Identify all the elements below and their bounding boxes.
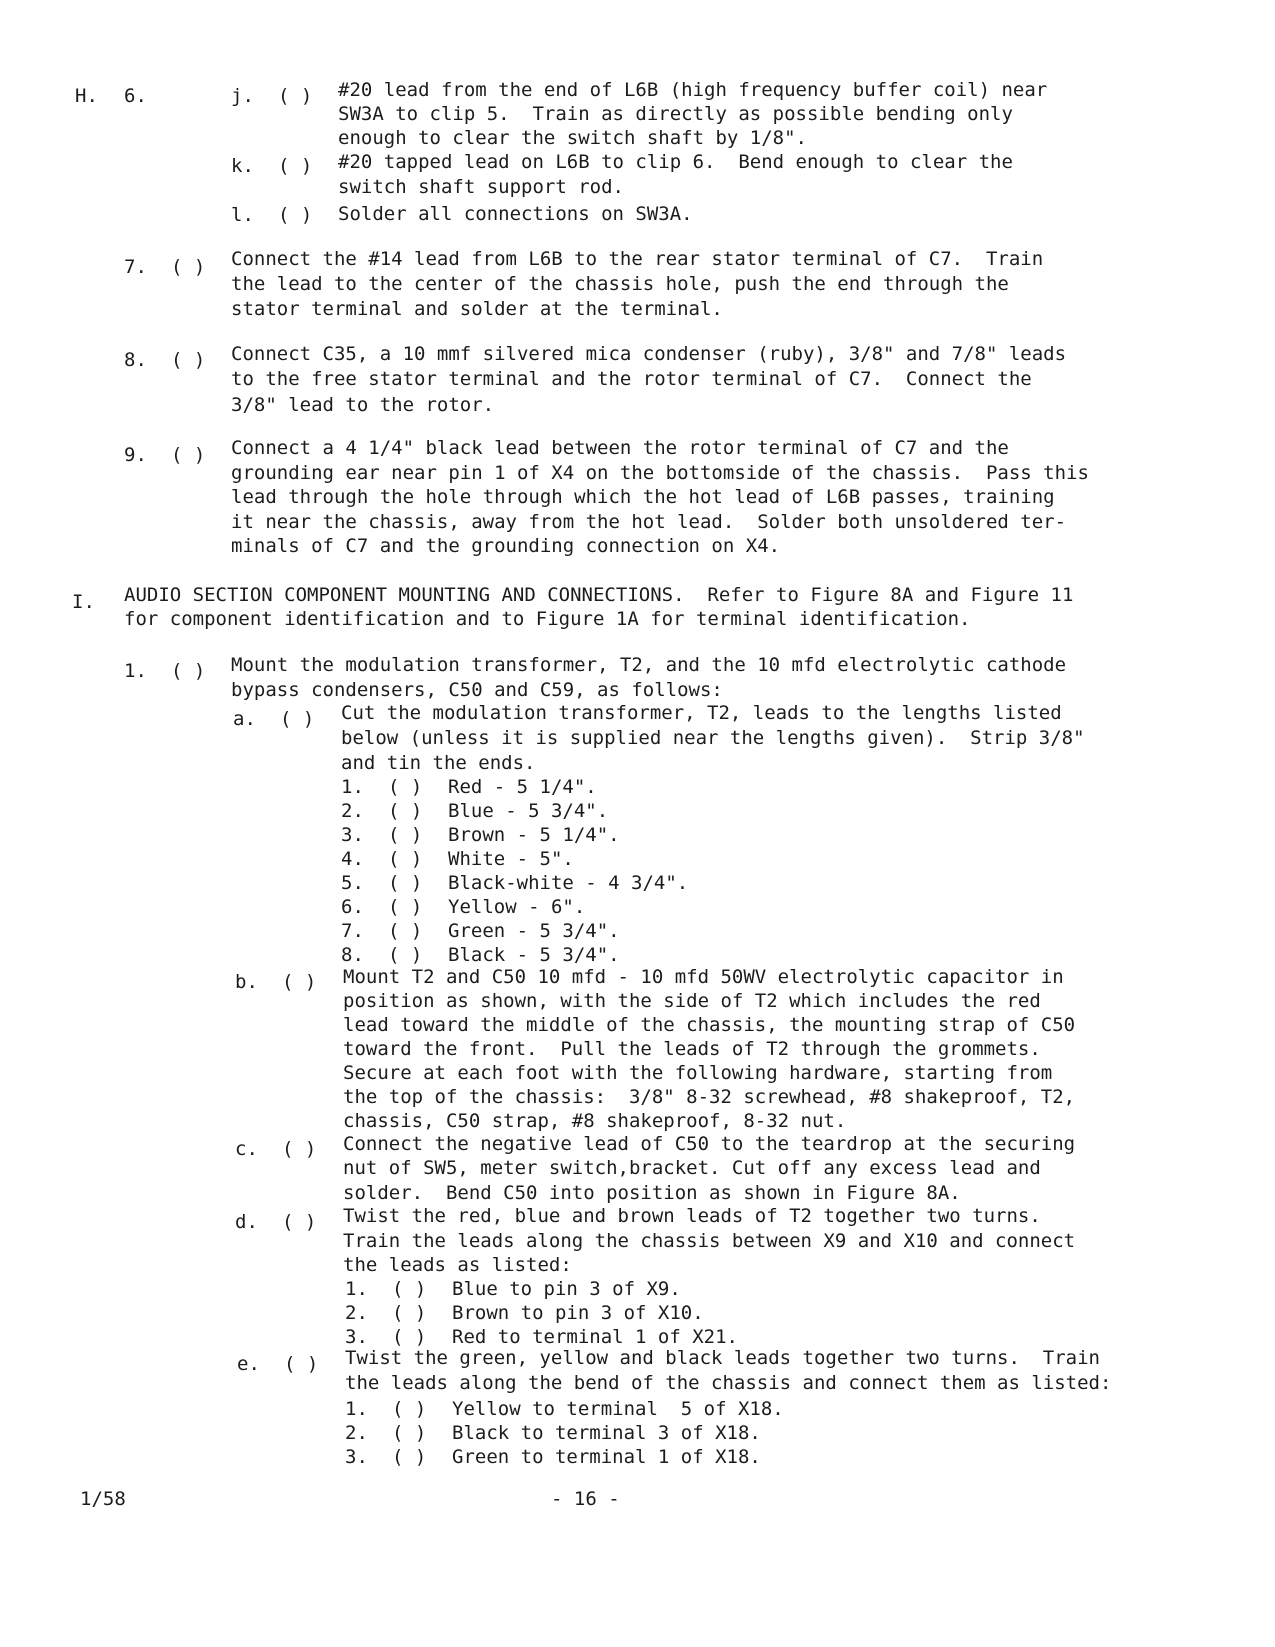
- step-i1b-line: chassis, C50 strap, #8 shakeproof, 8-32 nut.: [343, 1110, 847, 1132]
- step-6l-label: l.: [231, 204, 254, 226]
- list-item-text: Black to terminal 3 of X18.: [452, 1422, 761, 1444]
- lead-item-checkbox[interactable]: ( ): [388, 944, 423, 966]
- section-i-heading-line: AUDIO SECTION COMPONENT MOUNTING AND CONNECTIONS. Refer to Figure 8A and Figure 11: [124, 584, 1074, 606]
- list-item-text: Yellow to terminal 5 of X18.: [452, 1398, 784, 1420]
- step-8-line: 3/8" lead to the rotor.: [231, 394, 495, 416]
- step-i1b-line: Secure at each foot with the following hardware, starting from: [343, 1062, 1053, 1084]
- lead-item-checkbox[interactable]: ( ): [388, 848, 423, 870]
- step-6j-line: #20 lead from the end of L6B (high frequency buffer coil) near: [338, 79, 1048, 101]
- list-item-number: 3.: [345, 1446, 368, 1468]
- lead-item-checkbox[interactable]: ( ): [388, 800, 423, 822]
- step-i1d-label: d.: [235, 1211, 258, 1233]
- step-i1e-label: e.: [237, 1353, 260, 1375]
- step-8-number: 8.: [124, 349, 147, 371]
- list-item-number: 2.: [345, 1302, 368, 1324]
- list-item-number: 1.: [345, 1398, 368, 1420]
- step-i1b-line: lead toward the middle of the chassis, the mounting strap of C50: [343, 1014, 1076, 1036]
- step-i1d-line: Train the leads along the chassis between X9 and X10 and connect: [343, 1230, 1076, 1252]
- lead-item-number: 1.: [341, 776, 364, 798]
- step-i1d-line: Twist the red, blue and brown leads of T2 together two turns.: [343, 1205, 1041, 1227]
- step-6l-line: Solder all connections on SW3A.: [338, 203, 693, 225]
- lead-item-text: Brown - 5 1/4".: [448, 824, 620, 846]
- step-i1a-line: and tin the ends.: [341, 752, 536, 774]
- lead-item-checkbox[interactable]: ( ): [388, 920, 423, 942]
- step-9-checkbox[interactable]: ( ): [171, 444, 206, 466]
- section-i-heading-line: for component identification and to Figure 1A for terminal identification.: [124, 608, 971, 630]
- section-h-letter: H.: [75, 85, 98, 107]
- step-i1a-checkbox[interactable]: ( ): [280, 708, 315, 730]
- list-item-checkbox[interactable]: ( ): [392, 1326, 427, 1348]
- step-7-line: stator terminal and solder at the terminal.: [231, 298, 723, 320]
- list-item-number: 3.: [345, 1326, 368, 1348]
- list-item-checkbox[interactable]: ( ): [392, 1278, 427, 1300]
- step-6k-checkbox[interactable]: ( ): [278, 155, 313, 177]
- step-9-number: 9.: [124, 444, 147, 466]
- list-item-text: Green to terminal 1 of X18.: [452, 1446, 761, 1468]
- lead-item-text: Yellow - 6".: [448, 896, 586, 918]
- lead-item-text: Blue - 5 3/4".: [448, 800, 609, 822]
- step-7-checkbox[interactable]: ( ): [171, 256, 206, 278]
- step-9-line: grounding ear near pin 1 of X4 on the bottomside of the chassis. Pass this: [231, 462, 1089, 484]
- step-i1b-line: position as shown, with the side of T2 which includes the red: [343, 990, 1041, 1012]
- step-i1e-checkbox[interactable]: ( ): [284, 1353, 319, 1375]
- step-i1-line: bypass condensers, C50 and C59, as follows:: [231, 679, 723, 701]
- step-6k-label: k.: [231, 155, 254, 177]
- list-item-number: 2.: [345, 1422, 368, 1444]
- step-i1a-line: Cut the modulation transformer, T2, leads to the lengths listed: [341, 702, 1062, 724]
- step-i1e-line: Twist the green, yellow and black leads together two turns. Train: [345, 1347, 1100, 1369]
- list-item-number: 1.: [345, 1278, 368, 1300]
- step-i1c-checkbox[interactable]: ( ): [282, 1138, 317, 1160]
- lead-item-text: Black - 5 3/4".: [448, 944, 620, 966]
- step-i1c-line: solder. Bend C50 into position as shown in Figure 8A.: [343, 1182, 961, 1204]
- list-item-checkbox[interactable]: ( ): [392, 1422, 427, 1444]
- step-i1d-checkbox[interactable]: ( ): [282, 1211, 317, 1233]
- step-8-checkbox[interactable]: ( ): [171, 349, 206, 371]
- step-6-number: 6.: [124, 85, 147, 107]
- step-i1b-line: Mount T2 and C50 10 mfd - 10 mfd 50WV electrolytic capacitor in: [343, 966, 1064, 988]
- step-6j-line: enough to clear the switch shaft by 1/8".: [338, 127, 807, 149]
- step-i1d-line: the leads as listed:: [343, 1254, 572, 1276]
- lead-item-number: 4.: [341, 848, 364, 870]
- step-i1-checkbox[interactable]: ( ): [171, 660, 206, 682]
- step-i1e-line: the leads along the bend of the chassis and connect them as listed:: [345, 1372, 1112, 1394]
- lead-item-text: Red - 5 1/4".: [448, 776, 597, 798]
- step-9-line: minals of C7 and the grounding connection on X4.: [231, 535, 781, 557]
- step-6k-line: #20 tapped lead on L6B to clip 6. Bend enough to clear the: [338, 151, 1013, 173]
- step-i1b-line: toward the front. Pull the leads of T2 through the grommets.: [343, 1038, 1041, 1060]
- lead-item-number: 8.: [341, 944, 364, 966]
- step-6l-checkbox[interactable]: ( ): [278, 204, 313, 226]
- step-i1a-line: below (unless it is supplied near the lengths given). Strip 3/8": [341, 727, 1085, 749]
- step-6j-checkbox[interactable]: ( ): [278, 85, 313, 107]
- footer-page-number: - 16 -: [551, 1488, 620, 1510]
- step-9-line: lead through the hole through which the hot lead of L6B passes, training: [231, 486, 1055, 508]
- step-9-line: Connect a 4 1/4" black lead between the rotor terminal of C7 and the: [231, 437, 1009, 459]
- list-item-text: Brown to pin 3 of X10.: [452, 1302, 704, 1324]
- lead-item-checkbox[interactable]: ( ): [388, 824, 423, 846]
- step-i1-number: 1.: [124, 660, 147, 682]
- lead-item-number: 3.: [341, 824, 364, 846]
- step-9-line: it near the chassis, away from the hot lead. Solder both unsoldered ter-: [231, 511, 1067, 533]
- list-item-checkbox[interactable]: ( ): [392, 1398, 427, 1420]
- step-6j-label: j.: [231, 85, 254, 107]
- lead-item-checkbox[interactable]: ( ): [388, 776, 423, 798]
- lead-item-text: Black-white - 4 3/4".: [448, 872, 689, 894]
- step-6k-line: switch shaft support rod.: [338, 176, 624, 198]
- step-i1b-checkbox[interactable]: ( ): [282, 971, 317, 993]
- footer-date: 1/58: [80, 1488, 126, 1510]
- list-item-text: Blue to pin 3 of X9.: [452, 1278, 681, 1300]
- step-8-line: to the free stator terminal and the rotor terminal of C7. Connect the: [231, 368, 1032, 390]
- step-6j-line: SW3A to clip 5. Train as directly as possible bending only: [338, 103, 1013, 125]
- step-7-line: the lead to the center of the chassis hole, push the end through the: [231, 273, 1009, 295]
- step-i1c-line: Connect the negative lead of C50 to the teardrop at the securing: [343, 1133, 1076, 1155]
- lead-item-number: 6.: [341, 896, 364, 918]
- lead-item-number: 5.: [341, 872, 364, 894]
- lead-item-checkbox[interactable]: ( ): [388, 872, 423, 894]
- step-i1-line: Mount the modulation transformer, T2, and the 10 mfd electrolytic cathode: [231, 654, 1067, 676]
- lead-item-text: White - 5".: [448, 848, 574, 870]
- lead-item-number: 7.: [341, 920, 364, 942]
- step-7-line: Connect the #14 lead from L6B to the rear stator terminal of C7. Train: [231, 248, 1044, 270]
- lead-item-text: Green - 5 3/4".: [448, 920, 620, 942]
- step-i1b-label: b.: [235, 971, 258, 993]
- section-i-letter: I.: [72, 591, 95, 613]
- step-i1b-line: the top of the chassis: 3/8" 8-32 screwhead, #8 shakeproof, T2,: [343, 1086, 1076, 1108]
- list-item-checkbox[interactable]: ( ): [392, 1446, 427, 1468]
- step-i1a-label: a.: [233, 708, 256, 730]
- step-7-number: 7.: [124, 256, 147, 278]
- lead-item-number: 2.: [341, 800, 364, 822]
- lead-item-checkbox[interactable]: ( ): [388, 896, 423, 918]
- list-item-text: Red to terminal 1 of X21.: [452, 1326, 738, 1348]
- step-i1c-line: nut of SW5, meter switch,bracket. Cut off any excess lead and: [343, 1157, 1041, 1179]
- step-8-line: Connect C35, a 10 mmf silvered mica condenser (ruby), 3/8" and 7/8" leads: [231, 343, 1067, 365]
- list-item-checkbox[interactable]: ( ): [392, 1302, 427, 1324]
- step-i1c-label: c.: [235, 1138, 258, 1160]
